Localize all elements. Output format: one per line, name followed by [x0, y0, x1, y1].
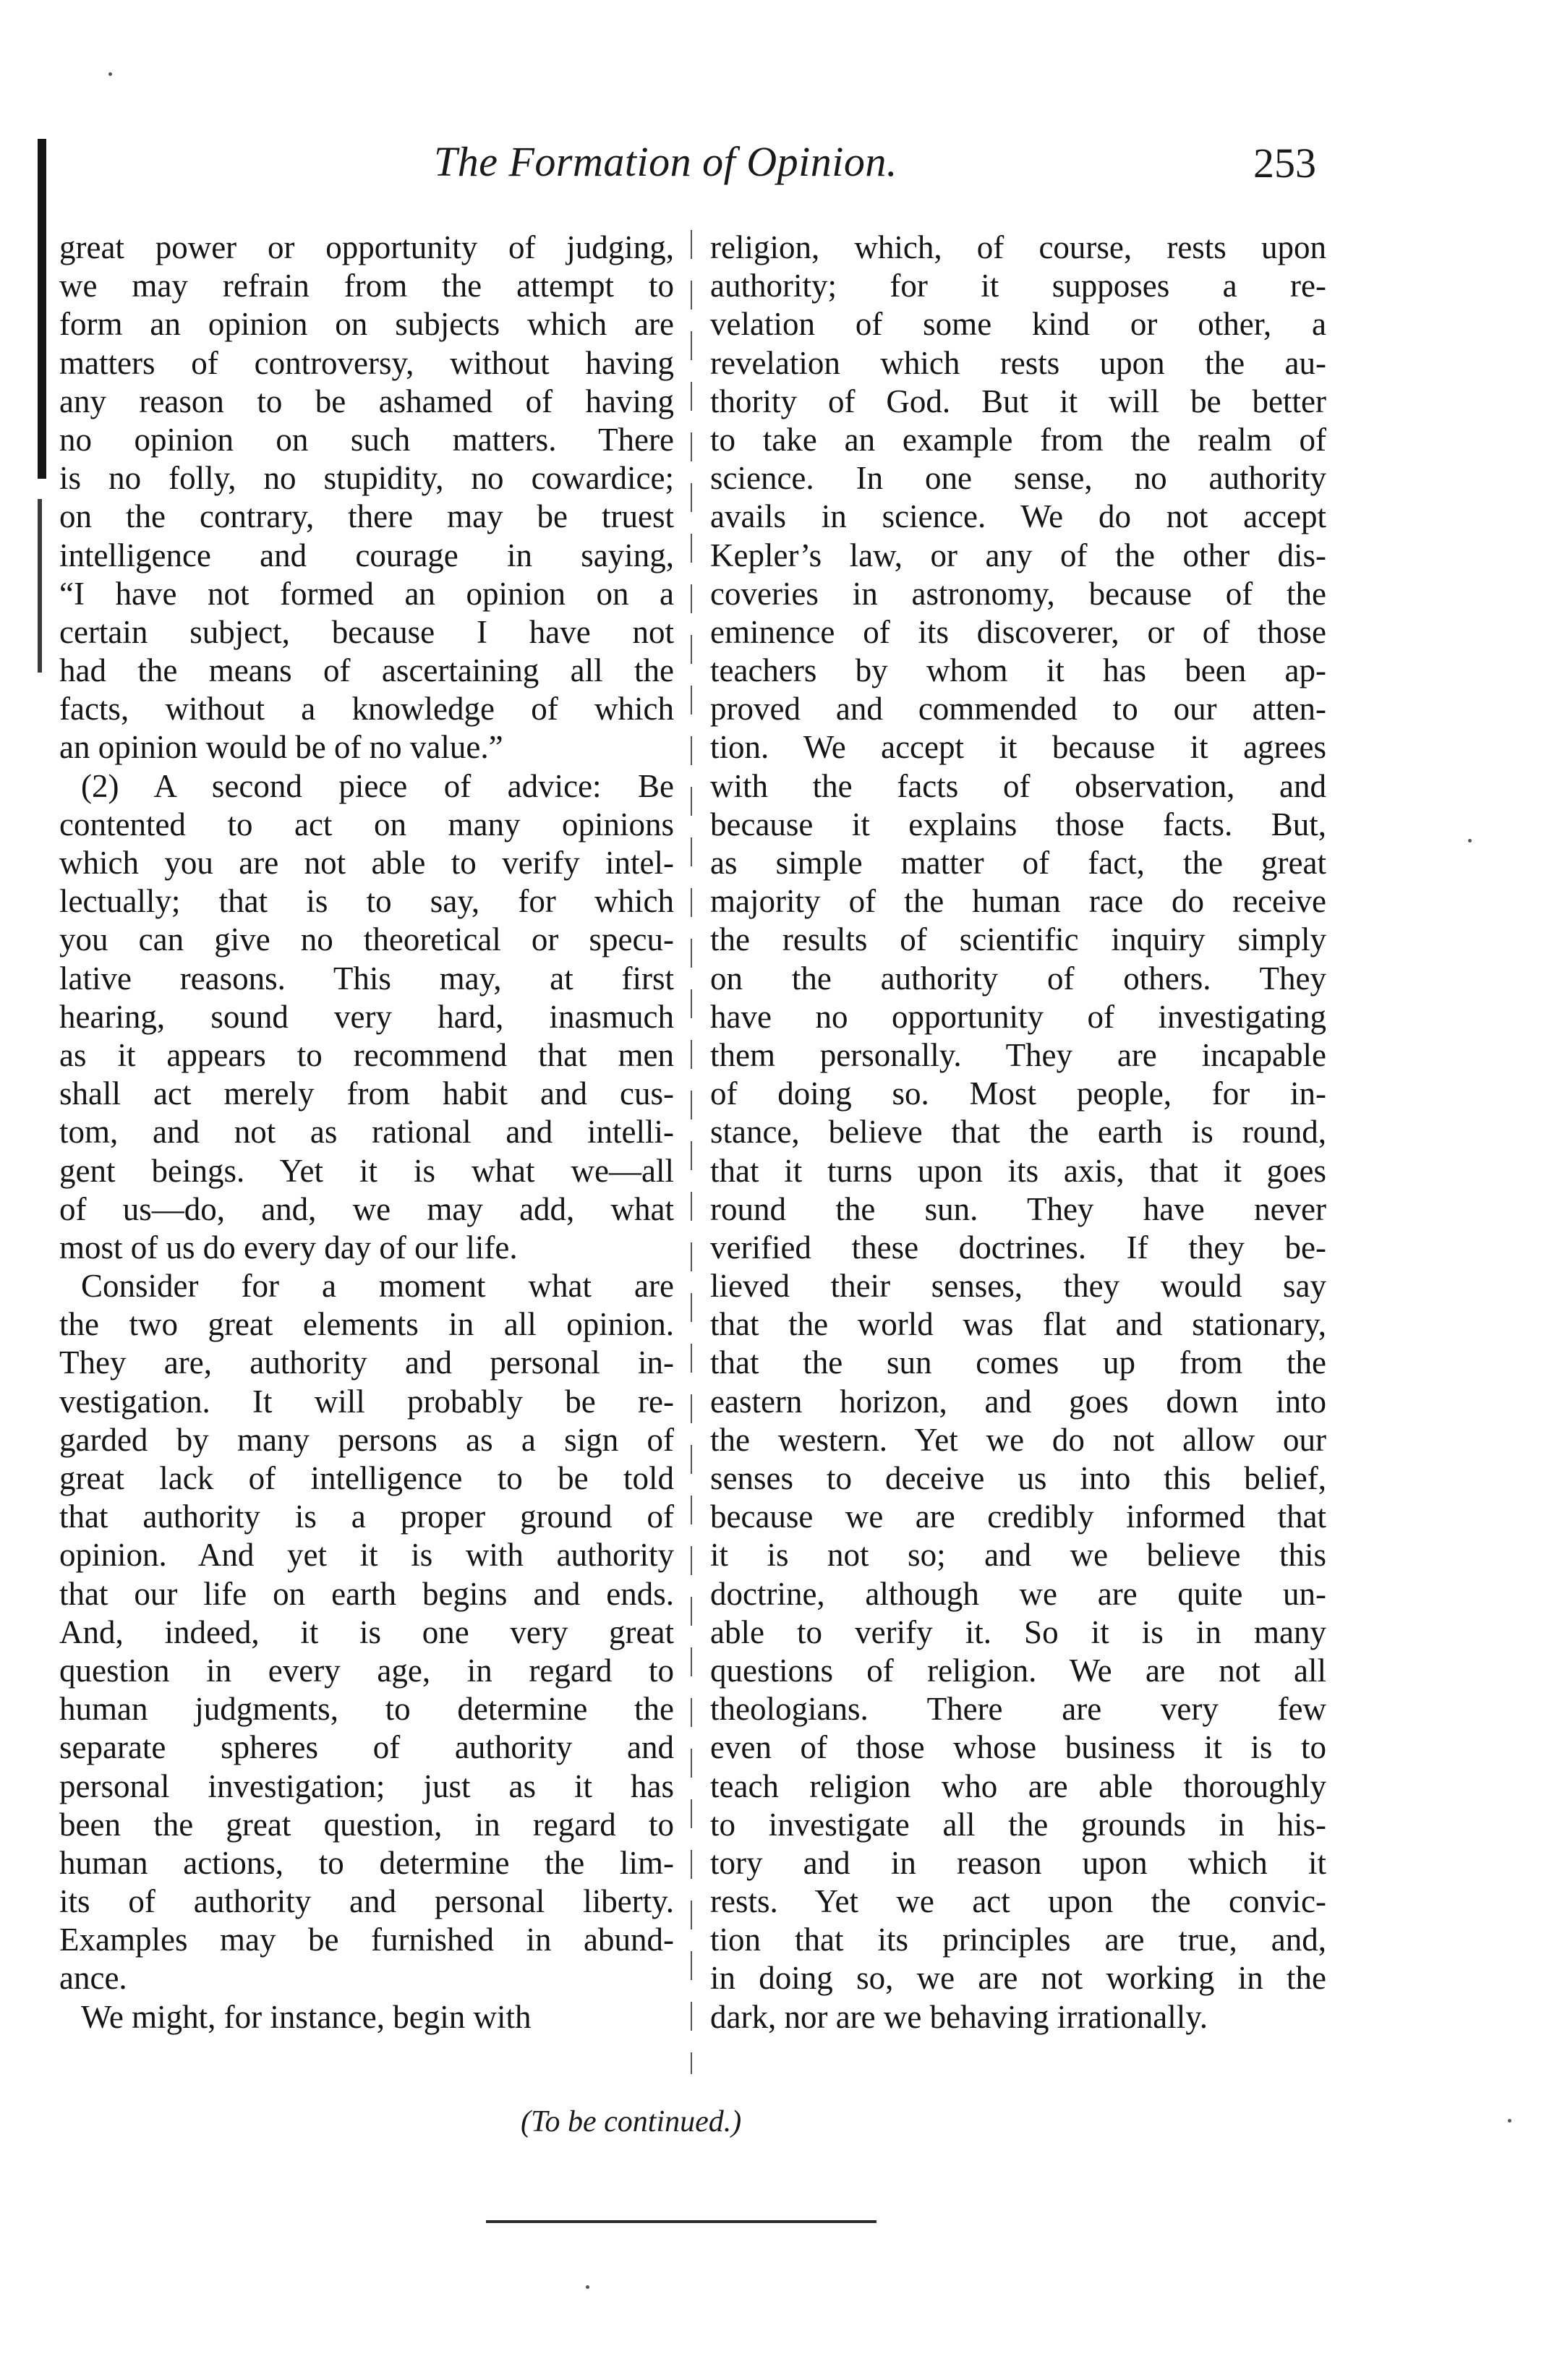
text-line: garded by many persons as a sign of [59, 1421, 674, 1458]
text-line: that the sun comes up from the [710, 1344, 1326, 1381]
text-line: great lack of intelligence to be told [59, 1460, 674, 1496]
running-header [51, 137, 1316, 202]
text-line: thority of God. But it will be better [710, 383, 1326, 419]
text-line: which you are not able to verify intel- [59, 845, 674, 881]
end-rule [486, 2220, 876, 2223]
text-line: any reason to be ashamed of having [59, 383, 674, 419]
text-line: hearing, sound very hard, inasmuch [59, 998, 674, 1035]
binding-shadow [38, 139, 46, 479]
text-line: verified these doctrines. If they be- [710, 1229, 1326, 1266]
text-line: no opinion on such matters. There [59, 421, 674, 458]
text-line: separate spheres of authority and [59, 1729, 674, 1766]
text-line: had the means of ascertaining all the [59, 652, 674, 689]
text-line: that it turns upon its axis, that it goes [710, 1152, 1326, 1189]
text-line: the western. Yet we do not allow our [710, 1421, 1326, 1458]
text-line: with the facts of observation, and [710, 767, 1326, 804]
text-line: round the sun. They have never [710, 1190, 1326, 1227]
text-line: Consider for a moment what are [81, 1268, 674, 1305]
text-line: them personally. They are incapable [710, 1036, 1326, 1073]
text-line: great power or opportunity of judging, [59, 229, 674, 265]
text-line: that authority is a proper ground of [59, 1498, 674, 1535]
continued-note: (To be continued.) [521, 2105, 742, 2138]
text-line: the results of scientific inquiry simply [710, 921, 1326, 958]
text-line: Examples may be furnished in abund- [59, 1922, 674, 1958]
text-line: that the world was flat and stationary, [710, 1306, 1326, 1343]
text-line: contented to act on many opinions [59, 806, 674, 843]
text-line: to take an example from the realm of [710, 421, 1326, 458]
text-line: because it explains those facts. But, [710, 806, 1326, 843]
text-line: lieved their senses, they would say [710, 1268, 1326, 1305]
text-line: lectually; that is to say, for which [59, 883, 674, 920]
text-line: “I have not formed an opinion on a [59, 575, 674, 612]
text-line: tom, and not as rational and intelli- [59, 1114, 674, 1151]
column-divider [691, 230, 692, 2074]
text-line: form an opinion on subjects which are [59, 306, 674, 343]
text-line: the two great elements in all opinion. [59, 1306, 674, 1343]
text-line: tion that its principles are true, and, [710, 1922, 1326, 1958]
text-line: most of us do every day of our life. [59, 1229, 518, 1266]
text-line: (2) A second piece of advice: Be [81, 767, 674, 804]
text-line: majority of the human race do receive [710, 883, 1326, 920]
text-line: its of authority and personal liberty. [59, 1883, 674, 1920]
text-line: And, indeed, it is one very great [59, 1613, 674, 1650]
text-line: lative reasons. This may, at first [59, 960, 674, 997]
text-line: matters of controversy, without having [59, 344, 674, 381]
text-line: We might, for instance, begin with [81, 1998, 532, 2035]
text-line: certain subject, because I have not [59, 613, 674, 650]
scan-speck [108, 72, 112, 76]
text-line: even of those whose business it is to [710, 1729, 1326, 1766]
text-line: stance, believe that the earth is round, [710, 1114, 1326, 1151]
text-line: tory and in reason upon which it [710, 1844, 1326, 1881]
scan-speck [1508, 2119, 1511, 2123]
text-line: it is not so; and we believe this [710, 1537, 1326, 1574]
scan-speck [1468, 839, 1472, 843]
text-line: science. In one sense, no authority [710, 460, 1326, 497]
text-line: personal investigation; just as it has [59, 1767, 674, 1804]
text-line: theologians. There are very few [710, 1691, 1326, 1728]
text-line: shall act merely from habit and cus- [59, 1075, 674, 1112]
text-line: tion. We accept it because it agrees [710, 729, 1326, 766]
text-line: proved and commended to our atten- [710, 691, 1326, 728]
text-line: human actions, to determine the lim- [59, 1844, 674, 1881]
text-line: velation of some kind or other, a [710, 306, 1326, 343]
text-line: authority; for it supposes a re- [710, 268, 1326, 304]
text-line: religion, which, of course, rests upon [710, 229, 1326, 265]
text-line: an opinion would be of no value.” [59, 729, 503, 766]
text-line: question in every age, in regard to [59, 1652, 674, 1689]
text-line: doctrine, although we are quite un- [710, 1575, 1326, 1612]
text-line: ance. [59, 1960, 127, 1997]
text-line: eastern horizon, and goes down into [710, 1383, 1326, 1420]
text-line: Kepler’s law, or any of the other dis- [710, 537, 1326, 573]
text-line: senses to deceive us into this belief, [710, 1460, 1326, 1496]
text-line: as it appears to recommend that men [59, 1036, 674, 1073]
text-line: on the contrary, there may be truest [59, 498, 674, 535]
text-line: that our life on earth begins and ends. [59, 1575, 674, 1612]
text-line: we may refrain from the attempt to [59, 268, 674, 304]
text-line: intelligence and courage in saying, [59, 537, 674, 573]
text-line: facts, without a knowledge of which [59, 691, 674, 728]
text-line: teachers by whom it has been ap- [710, 652, 1326, 689]
text-line: eminence of its discoverer, or of those [710, 613, 1326, 650]
text-line: teach religion who are able thoroughly [710, 1767, 1326, 1804]
text-line: They are, authority and personal in- [59, 1344, 674, 1381]
text-line: to investigate all the grounds in his- [710, 1806, 1326, 1843]
text-line: of doing so. Most people, for in- [710, 1075, 1326, 1112]
text-line: avails in science. We do not accept [710, 498, 1326, 535]
text-line: revelation which rests upon the au- [710, 344, 1326, 381]
text-line: coveries in astronomy, because of the [710, 575, 1326, 612]
text-line: human judgments, to determine the [59, 1691, 674, 1728]
text-line: because we are credibly informed that [710, 1498, 1326, 1535]
binding-shadow-lower [38, 499, 42, 673]
text-line: opinion. And yet it is with authority [59, 1537, 674, 1574]
text-line: is no folly, no stupidity, no cowardice; [59, 460, 674, 497]
right-text-column [710, 229, 1326, 2036]
text-line: have no opportunity of investigating [710, 998, 1326, 1035]
left-text-column [59, 229, 674, 2036]
text-line: rests. Yet we act upon the convic- [710, 1883, 1326, 1920]
text-line: dark, nor are we behaving irrationally. [710, 1998, 1208, 2035]
text-line: of us—do, and, we may add, what [59, 1190, 674, 1227]
scan-speck [586, 2285, 589, 2289]
page-number: 253 [1253, 140, 1316, 187]
text-line: gent beings. Yet it is what we—all [59, 1152, 674, 1189]
running-title: The Formation of Opinion. [434, 138, 897, 185]
text-line: vestigation. It will probably be re- [59, 1383, 674, 1420]
text-line: as simple matter of fact, the great [710, 845, 1326, 881]
text-line: questions of religion. We are not all [710, 1652, 1326, 1689]
text-line: able to verify it. So it is in many [710, 1613, 1326, 1650]
text-line: on the authority of others. They [710, 960, 1326, 997]
text-line: you can give no theoretical or specu- [59, 921, 674, 958]
text-line: been the great question, in regard to [59, 1806, 674, 1843]
text-line: in doing so, we are not working in the [710, 1960, 1326, 1997]
